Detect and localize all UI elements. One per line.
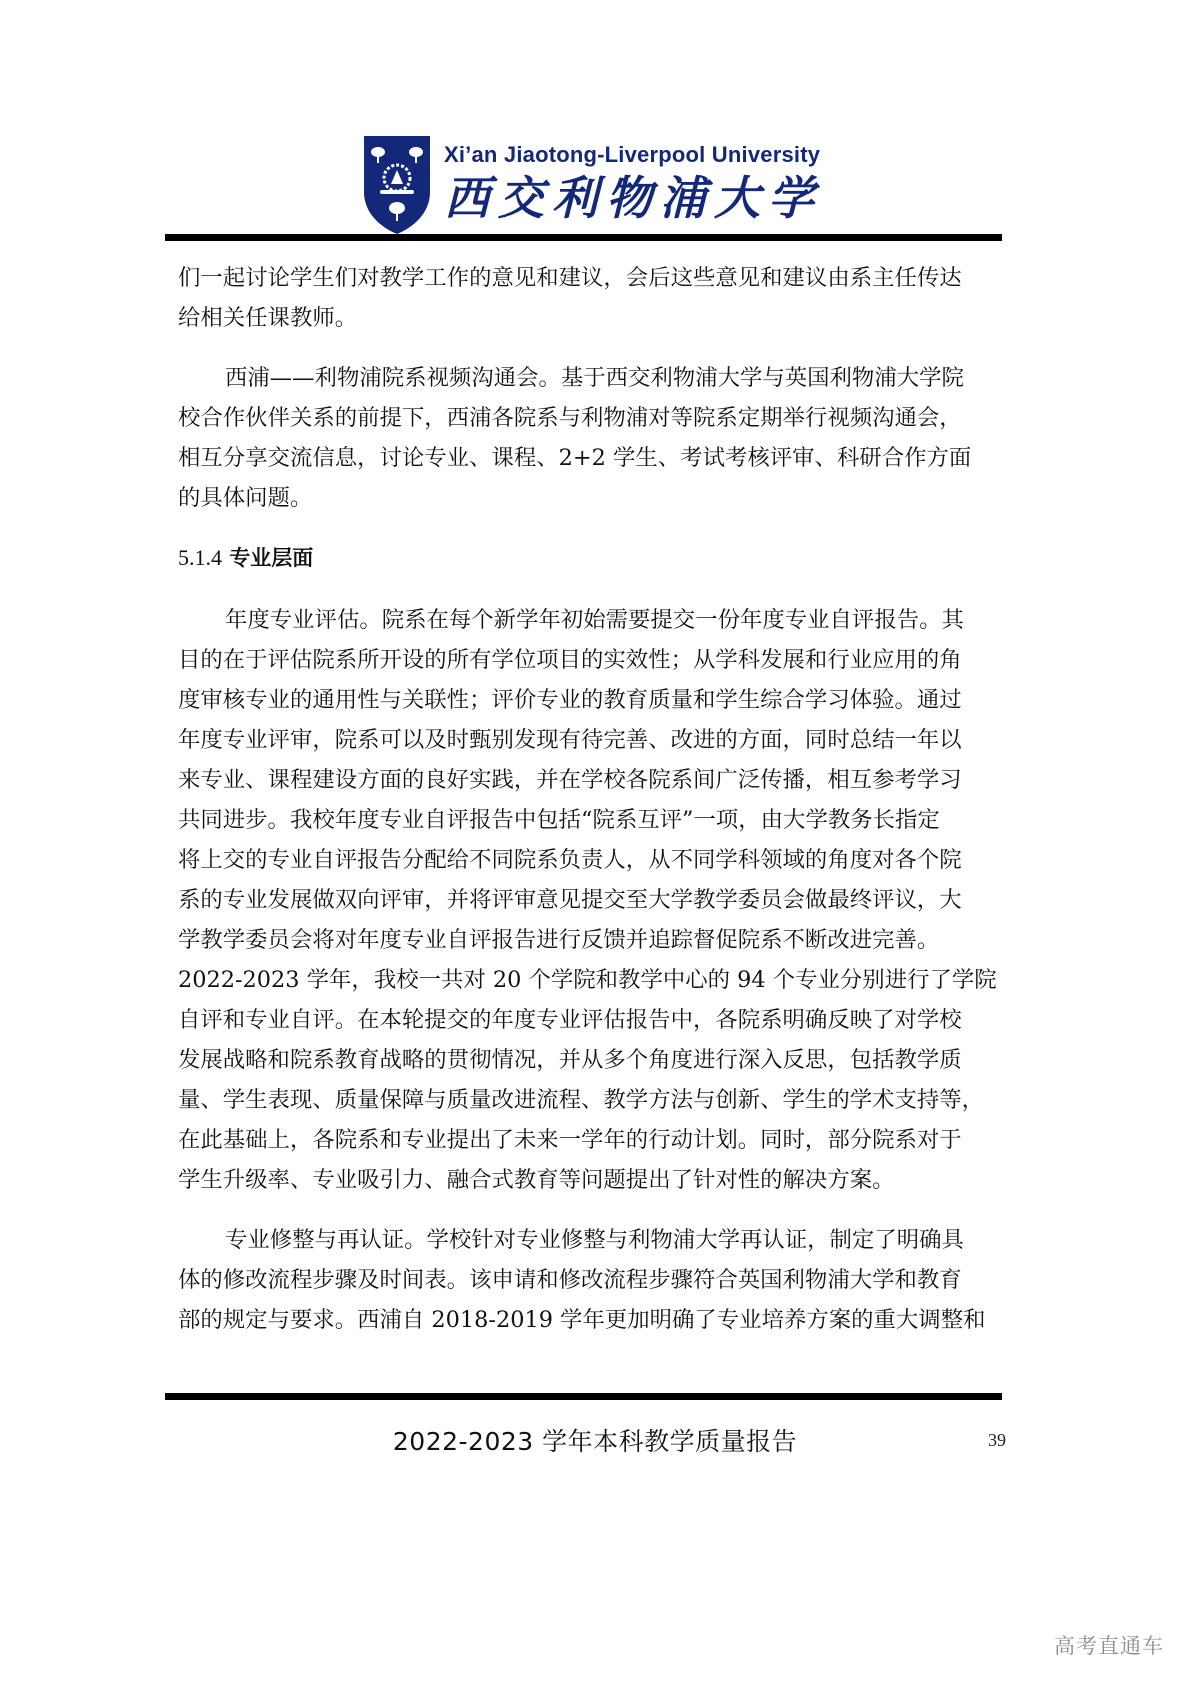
footer-divider <box>165 1393 1002 1400</box>
report-title: 2022-2023 学年本科教学质量报告 <box>392 1427 798 1456</box>
text-line: 专业修整与再认证。学校针对专业修整与利物浦大学再认证，制定了明确具 <box>225 1227 964 1253</box>
text-line: 学生升级率、专业吸引力、融合式教育等问题提出了针对性的解决方案。 <box>178 1167 895 1193</box>
university-name-english: Xi’an Jiaotong-Liverpool University <box>444 142 821 167</box>
text-line: 体的修改流程步骤及时间表。该申请和修改流程步骤符合英国利物浦大学和教育 <box>178 1267 962 1293</box>
text-line: 量、学生表现、质量保障与质量改进流程、教学方法与创新、学生的学术支持等， <box>178 1087 985 1113</box>
text-line: 年度专业评估。院系在每个新学年初始需要提交一份年度专业自评报告。其 <box>225 607 964 633</box>
header-divider <box>165 234 1002 241</box>
text-line: 2022-2023 学年，我校一共对 20 个学院和教学中心的 94 个专业分别进行了学院 <box>178 967 997 993</box>
text-line: 系的专业发展做双向评审，并将评审意见提交至大学教学委员会做最终评议，大 <box>178 887 962 913</box>
university-name-chinese: 西交利物浦大学 <box>444 171 822 225</box>
text-line: 在此基础上，各院系和专业提出了未来一学年的行动计划。同时，部分院系对于 <box>178 1127 962 1153</box>
text-line: 校合作伙伴关系的前提下，西浦各院系与利物浦对等院系定期举行视频沟通会， <box>178 405 962 431</box>
section-number: 5.1.4 <box>178 545 222 570</box>
text-line: 度审核专业的通用性与关联性；评价专业的教育质量和学生综合学习体验。通过 <box>178 687 962 713</box>
text-line: 共同进步。我校年度专业自评报告中包括“院系互评”一项，由大学教务长指定 <box>178 807 940 833</box>
section-title: 专业层面 <box>229 546 314 570</box>
text-line: 西浦——利物浦院系视频沟通会。基于西交利物浦大学与英国利物浦大学院 <box>225 365 964 391</box>
text-line: 给相关任课教师。 <box>178 305 358 331</box>
paragraph-program-revision <box>178 1220 1006 1340</box>
text-line: 目的在于评估院系所开设的所有学位项目的实效性；从学科发展和行业应用的角 <box>178 647 962 673</box>
text-line: 将上交的专业自评报告分配给不同院系负责人，从不同学科领域的角度对各个院 <box>178 847 962 873</box>
text-line: 学教学委员会将对年度专业自评报告进行反馈并追踪督促院系不断改进完善。 <box>178 927 940 953</box>
text-line: 自评和专业自评。在本轮提交的年度专业评估报告中，各院系明确反映了对学校 <box>178 1007 962 1033</box>
page-header <box>0 0 1190 245</box>
text-line: 发展战略和院系教育战略的贯彻情况，并从多个角度进行深入反思，包括教学质 <box>178 1047 962 1073</box>
text-line: 的具体问题。 <box>178 485 313 511</box>
text-line: 相互分享交流信息，讨论专业、课程、2+2 学生、考试考核评审、科研合作方面 <box>178 445 972 471</box>
text-line: 们一起讨论学生们对教学工作的意见和建议，会后这些意见和建议由系主任传达 <box>178 265 962 291</box>
watermark: 高考直通车 <box>1054 1634 1164 1658</box>
university-crest-icon <box>362 132 432 236</box>
paragraph-annual-review <box>178 600 1006 1200</box>
text-line: 来专业、课程建设方面的良好实践，并在学校各院系间广泛传播，相互参考学习 <box>178 767 962 793</box>
paragraph-video-meeting <box>178 358 1006 518</box>
page-number: 39 <box>988 1430 1006 1450</box>
text-line: 部的规定与要求。西浦自 2018-2019 学年更加明确了专业培养方案的重大调整和 <box>178 1307 986 1333</box>
text-line: 年度专业评审，院系可以及时甄别发现有待完善、改进的方面，同时总结一年以 <box>178 727 962 753</box>
paragraph-feedback-meeting <box>178 258 1006 338</box>
document-body <box>178 258 1006 1360</box>
section-heading <box>178 538 1006 578</box>
university-logo <box>362 132 822 236</box>
